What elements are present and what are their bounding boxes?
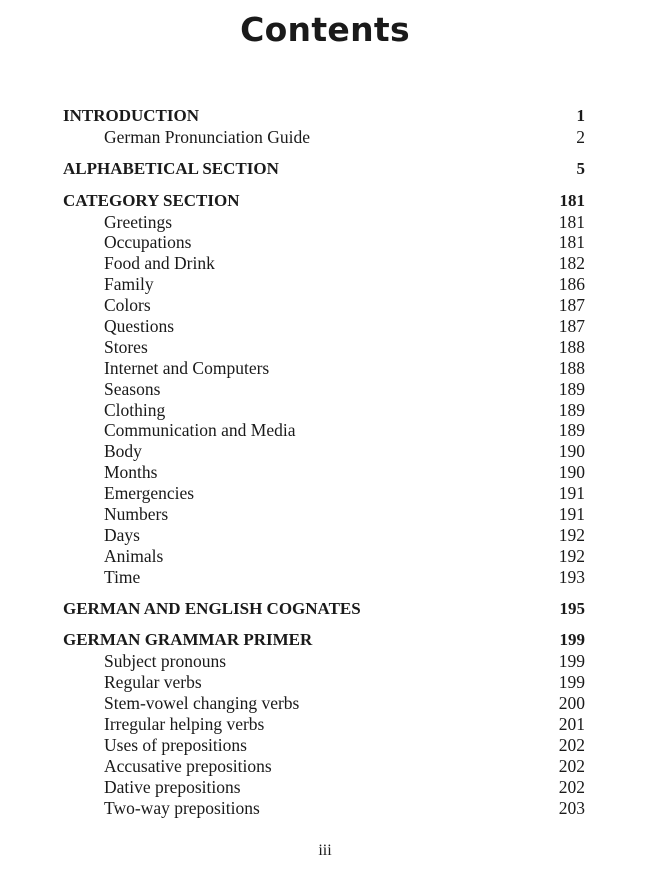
toc-subentry-title: Regular verbs [104,672,202,693]
section-spacer [63,619,585,630]
toc-subentry-page: 188 [558,357,585,378]
toc-section-entry[interactable] [63,630,585,651]
toc-subentry-page: 191 [558,483,585,504]
toc-section-page: 199 [559,630,585,650]
section-spacer [63,148,585,159]
toc-subentry-title: Accusative prepositions [104,755,272,776]
toc-subentry-page: 201 [558,714,585,735]
toc-subentry-title: Months [104,462,158,483]
toc-subentry[interactable] [63,274,585,295]
toc-subentry-page: 181 [558,232,585,253]
toc-subentry[interactable] [63,253,585,274]
toc-subentry-title: Irregular helping verbs [104,714,265,735]
toc-subentry-page: 193 [558,566,585,587]
toc-subentry-title: Communication and Media [104,420,296,441]
toc-subentry-title: Uses of prepositions [104,734,247,755]
toc-subentry[interactable] [63,651,585,672]
toc-subentry-title: Food and Drink [104,253,215,274]
toc-subentry-page: 182 [558,253,585,274]
toc-section-page: 5 [576,158,585,178]
toc-subentry-page: 189 [558,378,585,399]
toc-subentry-page: 190 [558,462,585,483]
toc-subentry-title: Two-way prepositions [104,797,260,818]
toc-subentry[interactable] [63,567,585,588]
toc-subentry-title: Greetings [104,211,173,232]
toc-subentry-page: 187 [558,316,585,337]
page-number: iii [318,842,332,859]
toc-subentry[interactable] [63,546,585,567]
toc-subentry-page: 202 [558,755,585,776]
toc-subentry[interactable] [63,504,585,525]
toc-section-title: INTRODUCTION [63,106,200,125]
section-spacer [63,180,585,191]
toc-subentry-page: 202 [558,776,585,797]
toc-subentry[interactable] [63,337,585,358]
toc-subentry[interactable] [63,400,585,421]
toc-subentry[interactable] [63,525,585,546]
toc-subentry-page: 202 [558,734,585,755]
toc-subentry-title: Family [104,274,154,295]
toc-subentry-page: 191 [558,504,585,525]
toc-subentry-title: Subject pronouns [104,651,227,672]
toc-subentry-page: 199 [558,651,585,672]
toc-subentry-page: 200 [558,693,585,714]
toc-subentry-page: 192 [558,524,585,545]
toc-section-entry[interactable] [63,106,585,127]
toc-subentry-title: Colors [104,295,151,316]
toc-subentry-page: 189 [558,420,585,441]
toc-section-entry[interactable] [63,599,585,620]
toc-section-page: 181 [559,190,585,210]
toc-subentry[interactable] [63,441,585,462]
toc-section-title: ALPHABETICAL SECTION [63,158,279,178]
toc-subentry-title: Days [104,524,140,545]
toc-subentry[interactable] [63,672,585,693]
toc-section-page: 1 [576,106,585,125]
toc-section-title: GERMAN AND ENGLISH COGNATES [63,598,361,618]
toc-subentry-title: Numbers [104,504,169,525]
toc-subentry-page: 190 [558,441,585,462]
toc-subentry[interactable] [63,483,585,504]
toc-subentry[interactable] [63,756,585,777]
toc-subentry[interactable] [63,316,585,337]
toc-subentry[interactable] [63,295,585,316]
toc-subentry-title: Dative prepositions [104,776,241,797]
toc-subentry-title: German Pronunciation Guide [104,126,311,147]
toc-subentry-title: Occupations [104,232,192,253]
toc-subentry-title: Seasons [104,378,161,399]
toc-subentry-title: Animals [104,545,164,566]
toc-subentry[interactable] [63,714,585,735]
toc-subentry-page: 192 [558,545,585,566]
toc-subentry-title: Stores [104,336,148,357]
toc-section-title: GERMAN GRAMMAR PRIMER [63,630,313,650]
toc-subentry-page: 199 [558,672,585,693]
page-title: Contents [240,10,410,49]
toc-subentry-page: 188 [558,336,585,357]
toc-subentry[interactable] [63,462,585,483]
toc-subentry[interactable] [63,212,585,233]
toc-section-entry[interactable] [63,159,585,180]
toc-subentry[interactable] [63,358,585,379]
toc-subentry-page: 187 [558,295,585,316]
toc-subentry[interactable] [63,798,585,819]
toc-subentry[interactable] [63,127,585,148]
toc-subentry[interactable] [63,379,585,400]
toc-subentry[interactable] [63,232,585,253]
toc-subentry[interactable] [63,777,585,798]
toc-subentry-title: Time [104,566,141,587]
toc-subentry-title: Body [104,441,142,462]
toc-section-title: CATEGORY SECTION [63,190,240,210]
toc-subentry-title: Stem-vowel changing verbs [104,693,300,714]
toc-subentry-page: 186 [558,274,585,295]
toc-section-entry[interactable] [63,191,585,212]
section-spacer [63,588,585,599]
toc-subentry-title: Questions [104,316,174,337]
toc-subentry-title: Clothing [104,399,166,420]
toc-subentry[interactable] [63,735,585,756]
toc-subentry-title: Emergencies [104,483,195,504]
toc-subentry-page: 189 [558,399,585,420]
toc-subentry-title: Internet and Computers [104,357,270,378]
toc-subentry-page: 181 [558,211,585,232]
toc-subentry-page: 203 [558,797,585,818]
toc-subentry[interactable] [63,420,585,441]
toc-subentry-page: 2 [576,126,585,147]
table-of-contents [63,106,585,819]
toc-subentry[interactable] [63,693,585,714]
toc-section-page: 195 [559,598,585,618]
